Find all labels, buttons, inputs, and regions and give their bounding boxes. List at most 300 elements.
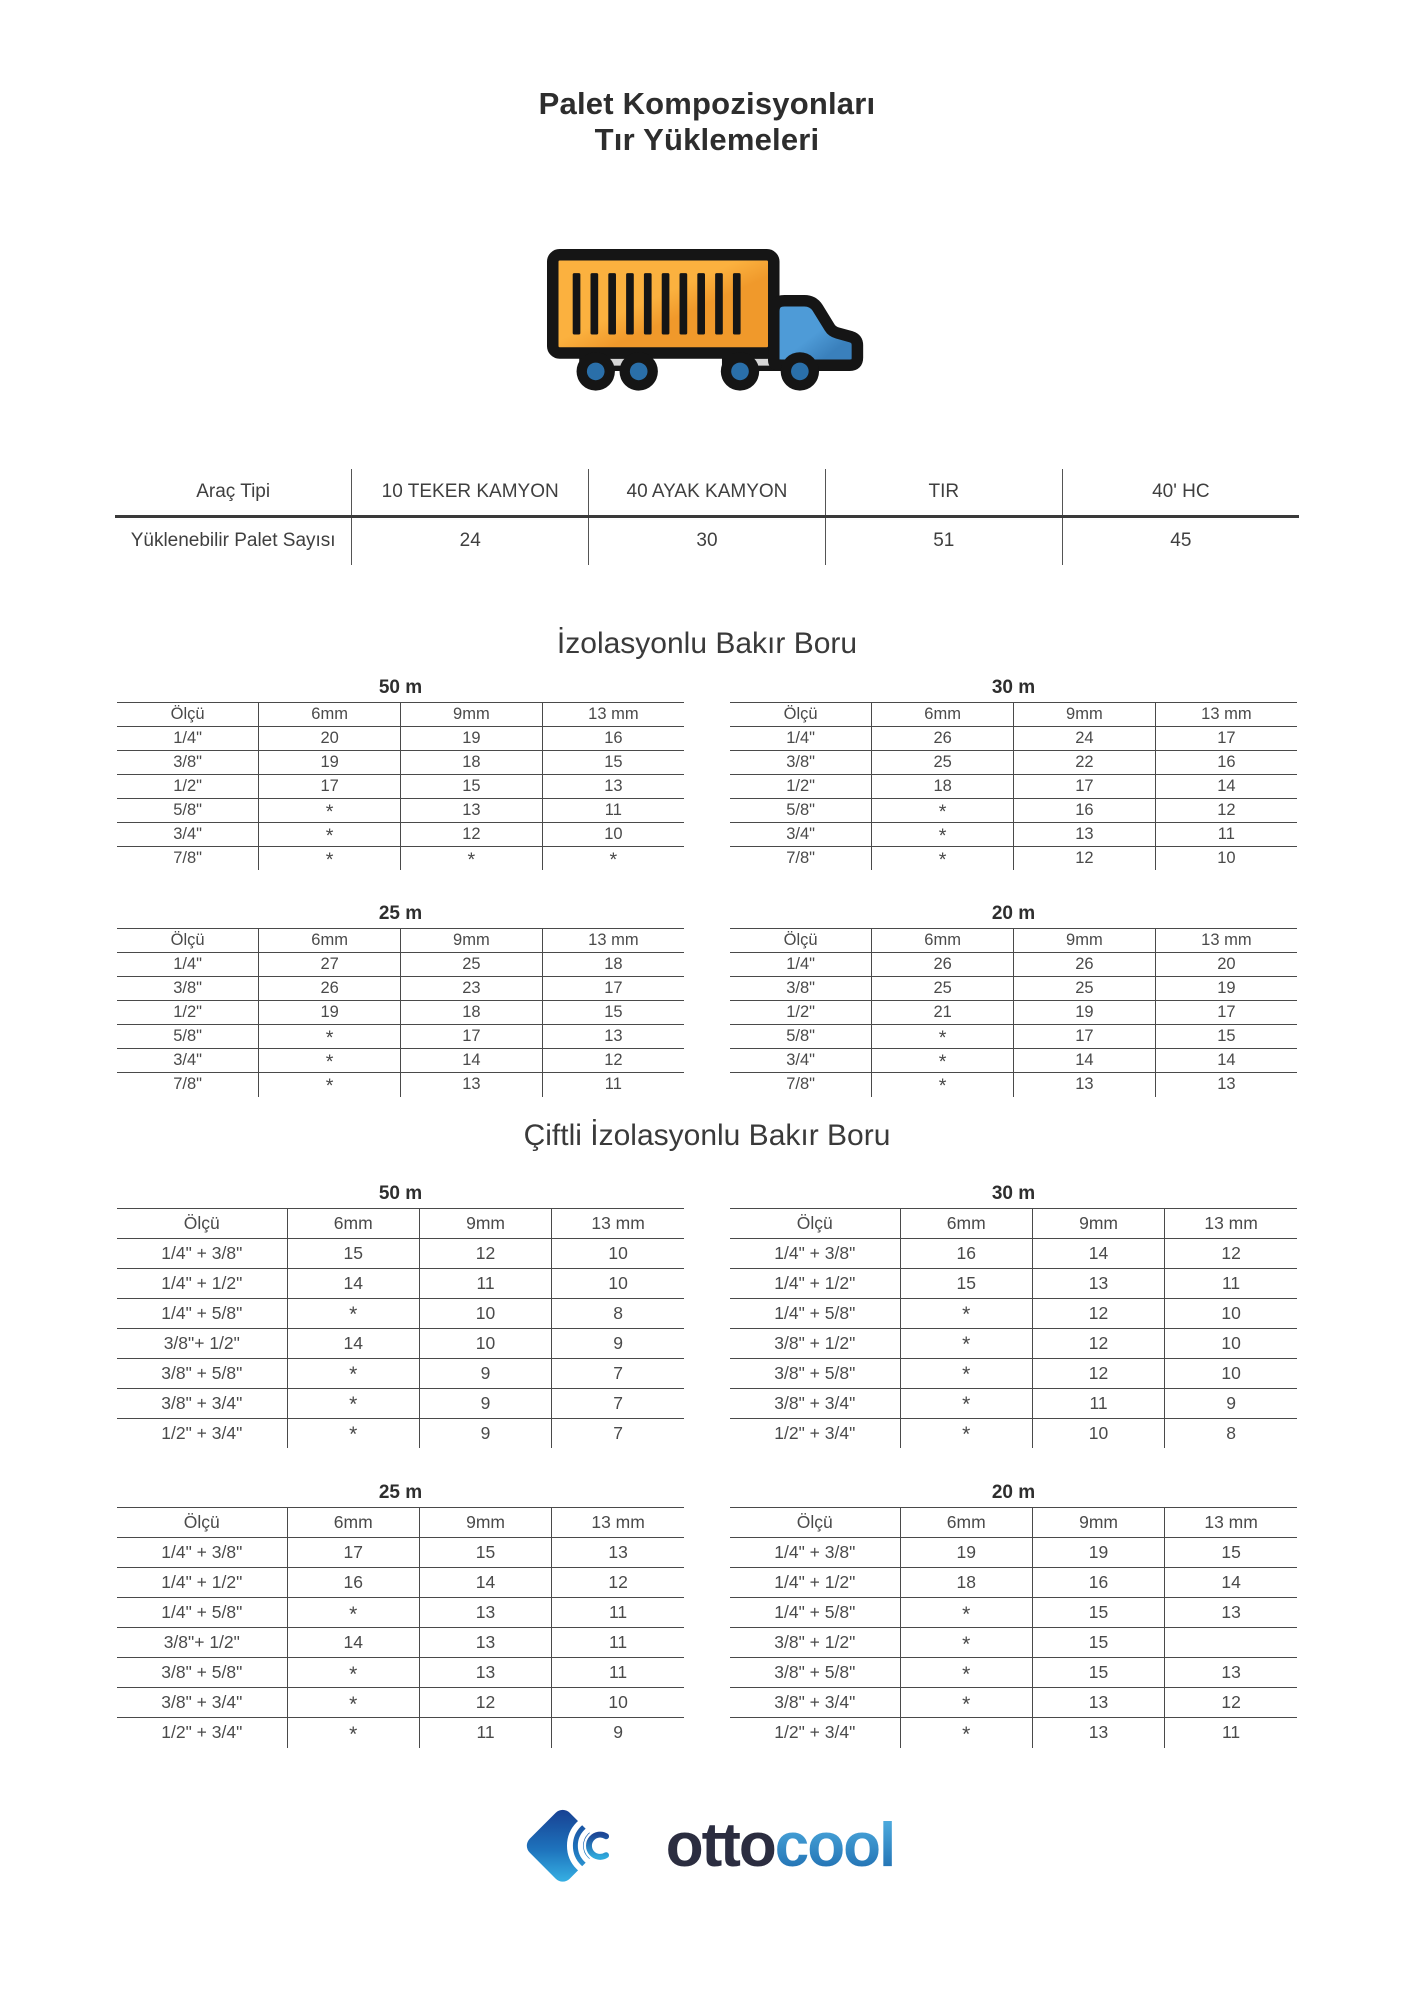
not-available-asterisk: * — [962, 1393, 971, 1417]
size-cell: 1/4" + 1/2" — [730, 1568, 900, 1598]
row-label-cell: Yüklenebilir Palet Sayısı — [130, 530, 336, 552]
not-available-asterisk: * — [349, 1692, 358, 1716]
not-available-asterisk: * — [938, 824, 947, 847]
pallet-count-cell — [259, 846, 401, 870]
table-length-label: 50 m — [378, 1182, 423, 1204]
column-header-cell: 6mm — [900, 1508, 1032, 1538]
pipe-table-row — [117, 1238, 684, 1268]
pallet-count-cell: 14 — [419, 1568, 551, 1598]
column-header-cell: 6mm — [900, 1208, 1032, 1238]
pallet-capacity-cell: 45 — [1062, 517, 1299, 565]
pipe-table-block — [730, 1183, 1297, 1449]
pallet-count-cell: 14 — [287, 1628, 419, 1658]
pipe-table-row — [117, 1688, 684, 1718]
column-header-cell: Ölçü — [117, 702, 259, 726]
pipe-table-row — [730, 1049, 1297, 1073]
size-cell: 1/2" — [117, 1001, 259, 1025]
not-available-asterisk: * — [962, 1722, 971, 1746]
pallet-count-cell: 16 — [287, 1568, 419, 1598]
size-cell: 3/4" — [117, 1049, 259, 1073]
pallet-count-cell: 12 — [1032, 1358, 1164, 1388]
pallet-count-cell: 15 — [1032, 1658, 1164, 1688]
table-length-label: 20 m — [991, 903, 1036, 925]
pallet-count-cell: 11 — [1155, 822, 1297, 846]
pallet-count-cell: 14 — [1155, 774, 1297, 798]
pallet-count-cell: 11 — [542, 798, 684, 822]
pallet-count-cell: 18 — [900, 1568, 1032, 1598]
size-cell: 3/8" + 5/8" — [117, 1658, 287, 1688]
pallet-count-cell — [872, 1073, 1014, 1097]
pallet-count-cell — [900, 1718, 1032, 1748]
not-available-asterisk: * — [325, 1027, 334, 1050]
table-length-label: 25 m — [378, 903, 423, 925]
pallet-count-cell — [287, 1598, 419, 1628]
not-available-asterisk: * — [938, 1027, 947, 1050]
size-cell: 3/8" + 3/4" — [117, 1388, 287, 1418]
pipe-table-block — [730, 677, 1297, 871]
pallet-count-cell: 10 — [1165, 1298, 1297, 1328]
size-cell: 7/8" — [117, 846, 259, 870]
column-header-cell: 13 mm — [1165, 1508, 1297, 1538]
pipe-table — [117, 1208, 684, 1449]
pallet-count-cell — [900, 1688, 1032, 1718]
pipe-table-row — [117, 1598, 684, 1628]
pallet-count-cell — [401, 846, 543, 870]
size-cell: 1/2" — [117, 774, 259, 798]
size-cell: 1/2" — [730, 774, 872, 798]
pallet-count-cell — [259, 798, 401, 822]
not-available-asterisk: * — [467, 848, 476, 871]
pallet-count-cell: 12 — [542, 1049, 684, 1073]
pallet-count-cell: 16 — [1014, 798, 1156, 822]
page-title-line2: Tır Yüklemeleri — [594, 122, 820, 158]
column-header-cell: 13 mm — [1155, 702, 1297, 726]
size-cell: 1/2" + 3/4" — [730, 1718, 900, 1748]
not-available-asterisk: * — [938, 1051, 947, 1074]
size-cell: 3/8" — [730, 977, 872, 1001]
pipe-table-header-row — [730, 702, 1297, 726]
pallet-count-cell: 23 — [401, 977, 543, 1001]
pallet-count-cell: 15 — [1165, 1538, 1297, 1568]
pallet-count-cell: 12 — [401, 822, 543, 846]
pipe-table-row — [117, 977, 684, 1001]
size-cell: 1/4" + 3/8" — [730, 1238, 900, 1268]
pallet-count-cell: 13 — [1155, 1073, 1297, 1097]
pallet-count-cell: 15 — [1032, 1628, 1164, 1658]
size-cell: 1/4" + 3/8" — [117, 1238, 287, 1268]
not-available-asterisk: * — [962, 1363, 971, 1387]
pallet-count-cell: 13 — [1165, 1598, 1297, 1628]
pipe-table-block — [730, 1482, 1297, 1748]
pallet-count-cell: 10 — [552, 1688, 684, 1718]
pallet-count-cell — [872, 846, 1014, 870]
size-cell: 1/4" + 5/8" — [730, 1598, 900, 1628]
pallet-count-cell — [287, 1388, 419, 1418]
pallet-count-cell: 18 — [401, 750, 543, 774]
pallet-count-cell: 17 — [1014, 1025, 1156, 1049]
pipe-table-row — [117, 750, 684, 774]
pallet-count-cell: 15 — [1032, 1598, 1164, 1628]
pipe-table-row — [730, 1238, 1297, 1268]
pipe-table-block — [117, 1482, 684, 1748]
pallet-count-cell: 12 — [419, 1238, 551, 1268]
not-available-asterisk: * — [349, 1303, 358, 1327]
pipe-table-row — [117, 1049, 684, 1073]
pipe-table-row — [117, 798, 684, 822]
size-cell: 5/8" — [730, 1025, 872, 1049]
pallet-count-cell — [872, 822, 1014, 846]
table-length-label: 30 m — [991, 676, 1036, 698]
size-cell: 1/4" — [117, 953, 259, 977]
pipe-table-row — [117, 1358, 684, 1388]
column-header-cell: Ölçü — [730, 1508, 900, 1538]
pallet-count-cell — [900, 1598, 1032, 1628]
pallet-count-cell: 10 — [419, 1328, 551, 1358]
pallet-capacity-cell: 24 — [352, 517, 589, 565]
column-header-cell: 6mm — [287, 1508, 419, 1538]
column-header-cell: 9mm — [401, 929, 543, 953]
pallet-count-cell — [259, 1049, 401, 1073]
vehicle-table-header-row — [115, 469, 1299, 517]
size-cell: 3/8" + 5/8" — [730, 1658, 900, 1688]
logo-wordmark — [665, 1810, 895, 1883]
pallet-count-cell: 20 — [259, 726, 401, 750]
vehicle-capacity-table — [115, 469, 1299, 565]
pallet-count-cell — [872, 798, 1014, 822]
pallet-count-cell: 13 — [419, 1658, 551, 1688]
ottocool-logo — [0, 1803, 1414, 1895]
pallet-count-cell: 26 — [872, 953, 1014, 977]
pallet-count-cell: 20 — [1155, 953, 1297, 977]
pallet-count-cell — [259, 1073, 401, 1097]
pallet-count-cell: 13 — [401, 798, 543, 822]
not-available-asterisk: * — [349, 1602, 358, 1626]
pallet-count-cell: 14 — [287, 1268, 419, 1298]
pallet-count-cell: 12 — [552, 1568, 684, 1598]
pallet-count-cell: 12 — [1014, 846, 1156, 870]
column-header-cell: 13 mm — [1155, 929, 1297, 953]
pallet-count-cell: 12 — [1032, 1298, 1164, 1328]
logo-text-cool: cool — [774, 1810, 895, 1880]
pallet-count-cell: 11 — [552, 1628, 684, 1658]
pallet-count-cell: 11 — [1165, 1718, 1297, 1748]
not-available-asterisk: * — [325, 824, 334, 847]
pallet-count-cell — [287, 1358, 419, 1388]
size-cell: 1/2" + 3/4" — [117, 1718, 287, 1748]
pipe-table-header-row — [730, 1208, 1297, 1238]
pallet-count-cell: 13 — [1032, 1688, 1164, 1718]
not-available-asterisk: * — [325, 800, 334, 823]
pallet-count-cell: 25 — [401, 953, 543, 977]
pallet-count-cell: 11 — [419, 1718, 551, 1748]
column-header-cell: 9mm — [1032, 1208, 1164, 1238]
vehicle-type-cell: 40 AYAK KAMYON — [589, 469, 826, 517]
pipe-table-block — [117, 677, 684, 871]
pallet-count-cell: 27 — [259, 953, 401, 977]
column-header-cell: 13 mm — [1165, 1208, 1297, 1238]
pallet-count-cell: 10 — [419, 1298, 551, 1328]
pallet-count-cell — [287, 1298, 419, 1328]
not-available-asterisk: * — [938, 848, 947, 871]
pallet-count-cell: 13 — [401, 1073, 543, 1097]
pipe-table-row — [730, 1001, 1297, 1025]
size-cell: 1/2" — [730, 1001, 872, 1025]
pipe-table-block — [117, 903, 684, 1097]
pallet-count-cell: 10 — [552, 1238, 684, 1268]
size-cell: 3/8"+ 1/2" — [117, 1628, 287, 1658]
pallet-count-cell — [900, 1418, 1032, 1448]
pallet-count-cell: 15 — [419, 1538, 551, 1568]
pipe-table-row — [117, 1388, 684, 1418]
pallet-count-cell: 19 — [1014, 1001, 1156, 1025]
pallet-count-cell: 9 — [419, 1418, 551, 1448]
vehicle-type-cell: TIR — [825, 469, 1062, 517]
pallet-count-cell: 19 — [259, 750, 401, 774]
not-available-asterisk: * — [962, 1303, 971, 1327]
pallet-count-cell — [900, 1358, 1032, 1388]
pipe-table-row — [117, 846, 684, 870]
pallet-count-cell — [872, 1049, 1014, 1073]
pipe-table-row — [117, 1001, 684, 1025]
pallet-count-cell: 15 — [287, 1238, 419, 1268]
pallet-count-cell: 14 — [287, 1328, 419, 1358]
pipe-table-row — [730, 1718, 1297, 1748]
pipe-table-row — [117, 1298, 684, 1328]
column-header-cell: Ölçü — [117, 929, 259, 953]
pipe-table — [730, 928, 1297, 1097]
pallet-count-cell: 26 — [259, 977, 401, 1001]
size-cell: 1/4" + 5/8" — [117, 1598, 287, 1628]
column-header-cell: 6mm — [872, 929, 1014, 953]
pipe-table-row — [730, 977, 1297, 1001]
pallet-count-cell: 17 — [259, 774, 401, 798]
pallet-count-cell: 13 — [1032, 1268, 1164, 1298]
pallet-count-cell — [287, 1718, 419, 1748]
column-header-cell: 6mm — [872, 702, 1014, 726]
size-cell: 5/8" — [117, 1025, 259, 1049]
pipe-table-block — [730, 903, 1297, 1097]
pipe-table-row — [117, 1073, 684, 1097]
vehicle-table — [115, 469, 1299, 565]
pipe-table-row — [730, 1298, 1297, 1328]
pallet-count-cell: 15 — [542, 1001, 684, 1025]
pallet-count-cell — [287, 1418, 419, 1448]
pallet-count-cell: 8 — [552, 1298, 684, 1328]
pallet-count-cell: 16 — [1032, 1568, 1164, 1598]
size-cell: 3/8" + 5/8" — [117, 1358, 287, 1388]
pallet-count-cell: 19 — [259, 1001, 401, 1025]
pallet-count-cell: 10 — [1032, 1418, 1164, 1448]
column-header-cell: Ölçü — [117, 1208, 287, 1238]
pipe-table-row — [730, 1418, 1297, 1448]
pallet-count-cell: 19 — [1032, 1538, 1164, 1568]
double-insulated-pipe-tables-grid — [117, 1183, 1297, 1748]
not-available-asterisk: * — [325, 1075, 334, 1098]
not-available-asterisk: * — [962, 1602, 971, 1626]
pallet-count-cell: 10 — [1155, 846, 1297, 870]
pallet-count-cell — [287, 1688, 419, 1718]
not-available-asterisk: * — [938, 800, 947, 823]
pallet-count-cell: 14 — [1165, 1568, 1297, 1598]
pallet-count-cell: 17 — [1155, 726, 1297, 750]
not-available-asterisk: * — [609, 848, 618, 871]
pallet-count-cell: 15 — [401, 774, 543, 798]
pipe-table-row — [117, 1418, 684, 1448]
pipe-table-row — [730, 1025, 1297, 1049]
size-cell: 3/4" — [730, 822, 872, 846]
pipe-table-row — [730, 1658, 1297, 1688]
pallet-count-cell: 13 — [419, 1628, 551, 1658]
not-available-asterisk: * — [962, 1423, 971, 1447]
pipe-table-row — [117, 774, 684, 798]
pallet-count-cell: 25 — [872, 750, 1014, 774]
not-available-asterisk: * — [962, 1692, 971, 1716]
pipe-table-header-row — [117, 1208, 684, 1238]
column-header-cell: 6mm — [287, 1208, 419, 1238]
pallet-count-cell: 11 — [542, 1073, 684, 1097]
pallet-count-cell: 17 — [542, 977, 684, 1001]
pallet-count-cell: 9 — [552, 1718, 684, 1748]
column-header-cell: 6mm — [259, 929, 401, 953]
pallet-count-cell: 8 — [1165, 1418, 1297, 1448]
pallet-count-cell: 13 — [542, 1025, 684, 1049]
pallet-count-cell: 18 — [872, 774, 1014, 798]
pipe-table-row — [730, 1688, 1297, 1718]
not-available-asterisk: * — [962, 1632, 971, 1656]
pipe-table — [117, 1507, 684, 1748]
pallet-count-cell — [900, 1328, 1032, 1358]
pallet-count-cell — [872, 1025, 1014, 1049]
pipe-table-row — [730, 1538, 1297, 1568]
column-header-cell: 9mm — [1014, 929, 1156, 953]
pipe-table-row — [117, 1628, 684, 1658]
pallet-count-cell: 13 — [1165, 1658, 1297, 1688]
pipe-table — [117, 928, 684, 1097]
not-available-asterisk: * — [962, 1662, 971, 1686]
column-header-cell: 9mm — [419, 1208, 551, 1238]
pipe-table-row — [730, 1328, 1297, 1358]
pallet-count-cell: 16 — [542, 726, 684, 750]
size-cell: 7/8" — [730, 1073, 872, 1097]
pallet-count-cell: 19 — [1155, 977, 1297, 1001]
pallet-count-cell: 17 — [1155, 1001, 1297, 1025]
pallet-count-cell: 19 — [900, 1538, 1032, 1568]
pipe-table-row — [117, 1025, 684, 1049]
pipe-table-row — [117, 1538, 684, 1568]
pipe-table-row — [730, 1598, 1297, 1628]
pallet-count-cell: 26 — [872, 726, 1014, 750]
not-available-asterisk: * — [349, 1363, 358, 1387]
vehicle-type-cell: 10 TEKER KAMYON — [352, 469, 589, 517]
pallet-count-cell: 12 — [1165, 1688, 1297, 1718]
pipe-table-row — [117, 1268, 684, 1298]
pallet-count-cell: 13 — [1032, 1718, 1164, 1748]
pipe-table-row — [730, 1568, 1297, 1598]
pallet-count-cell: 14 — [401, 1049, 543, 1073]
pipe-table-row — [730, 953, 1297, 977]
size-cell: 1/2" + 3/4" — [730, 1418, 900, 1448]
size-cell: 5/8" — [730, 798, 872, 822]
column-header-cell: 13 mm — [552, 1508, 684, 1538]
pallet-count-cell — [900, 1628, 1032, 1658]
pipe-table-row — [730, 822, 1297, 846]
not-available-asterisk: * — [325, 848, 334, 871]
size-cell: 1/4" + 1/2" — [117, 1268, 287, 1298]
pallet-count-cell: 25 — [1014, 977, 1156, 1001]
size-cell: 1/4" + 1/2" — [117, 1568, 287, 1598]
pipe-table-row — [117, 1658, 684, 1688]
insulated-pipe-tables-grid — [117, 677, 1297, 1097]
size-cell: 3/8"+ 1/2" — [117, 1328, 287, 1358]
not-available-asterisk: * — [349, 1662, 358, 1686]
pallet-count-cell: 12 — [1165, 1238, 1297, 1268]
pallet-count-cell — [542, 846, 684, 870]
pallet-count-cell: 11 — [419, 1268, 551, 1298]
size-cell: 7/8" — [730, 846, 872, 870]
pallet-count-cell: 12 — [1155, 798, 1297, 822]
size-cell: 1/4" + 1/2" — [730, 1268, 900, 1298]
pallet-count-cell: 13 — [1014, 822, 1156, 846]
pipe-table — [730, 1507, 1297, 1748]
pipe-table-row — [730, 774, 1297, 798]
column-header-cell: 13 mm — [542, 702, 684, 726]
pallet-count-cell — [1165, 1628, 1297, 1658]
pallet-count-cell: 7 — [552, 1418, 684, 1448]
pallet-count-cell: 17 — [401, 1025, 543, 1049]
truck-illustration — [0, 244, 1414, 405]
pallet-count-cell: 16 — [900, 1238, 1032, 1268]
size-cell: 3/8" — [117, 977, 259, 1001]
pallet-count-cell: 17 — [1014, 774, 1156, 798]
size-cell: 3/8" — [117, 750, 259, 774]
size-cell: 1/4" — [730, 953, 872, 977]
pallet-count-cell: 22 — [1014, 750, 1156, 774]
pallet-count-cell: 9 — [419, 1358, 551, 1388]
pipe-table — [730, 702, 1297, 871]
section-title: Çiftli İzolasyonlu Bakır Boru — [523, 1118, 891, 1152]
pipe-table-header-row — [730, 1508, 1297, 1538]
pallet-count-cell: 18 — [401, 1001, 543, 1025]
pipe-table-row — [117, 726, 684, 750]
pipe-table-row — [730, 798, 1297, 822]
size-cell: 3/8" + 1/2" — [730, 1328, 900, 1358]
pallet-count-cell: 9 — [1165, 1388, 1297, 1418]
pallet-count-cell: 12 — [419, 1688, 551, 1718]
pallet-count-cell: 11 — [1165, 1268, 1297, 1298]
not-available-asterisk: * — [349, 1393, 358, 1417]
pipe-table-row — [730, 750, 1297, 774]
size-cell: 3/8" + 5/8" — [730, 1358, 900, 1388]
pallet-count-cell: 13 — [1014, 1073, 1156, 1097]
column-header-cell: Ölçü — [117, 1508, 287, 1538]
column-header-cell: Ölçü — [730, 929, 872, 953]
pallet-count-cell: 21 — [872, 1001, 1014, 1025]
size-cell: 3/8" + 3/4" — [730, 1688, 900, 1718]
pallet-count-cell: 10 — [1165, 1358, 1297, 1388]
pallet-count-cell — [259, 1025, 401, 1049]
pallet-count-cell: 10 — [1165, 1328, 1297, 1358]
pipe-table — [730, 1208, 1297, 1449]
pallet-count-cell: 16 — [1155, 750, 1297, 774]
size-cell: 1/2" + 3/4" — [117, 1418, 287, 1448]
pallet-count-cell: 11 — [1032, 1388, 1164, 1418]
pallet-count-cell: 10 — [542, 822, 684, 846]
pallet-count-cell — [259, 822, 401, 846]
size-cell: 3/8" — [730, 750, 872, 774]
container-truck-icon — [542, 244, 872, 405]
size-cell: 3/4" — [117, 822, 259, 846]
pallet-count-cell: 17 — [287, 1538, 419, 1568]
